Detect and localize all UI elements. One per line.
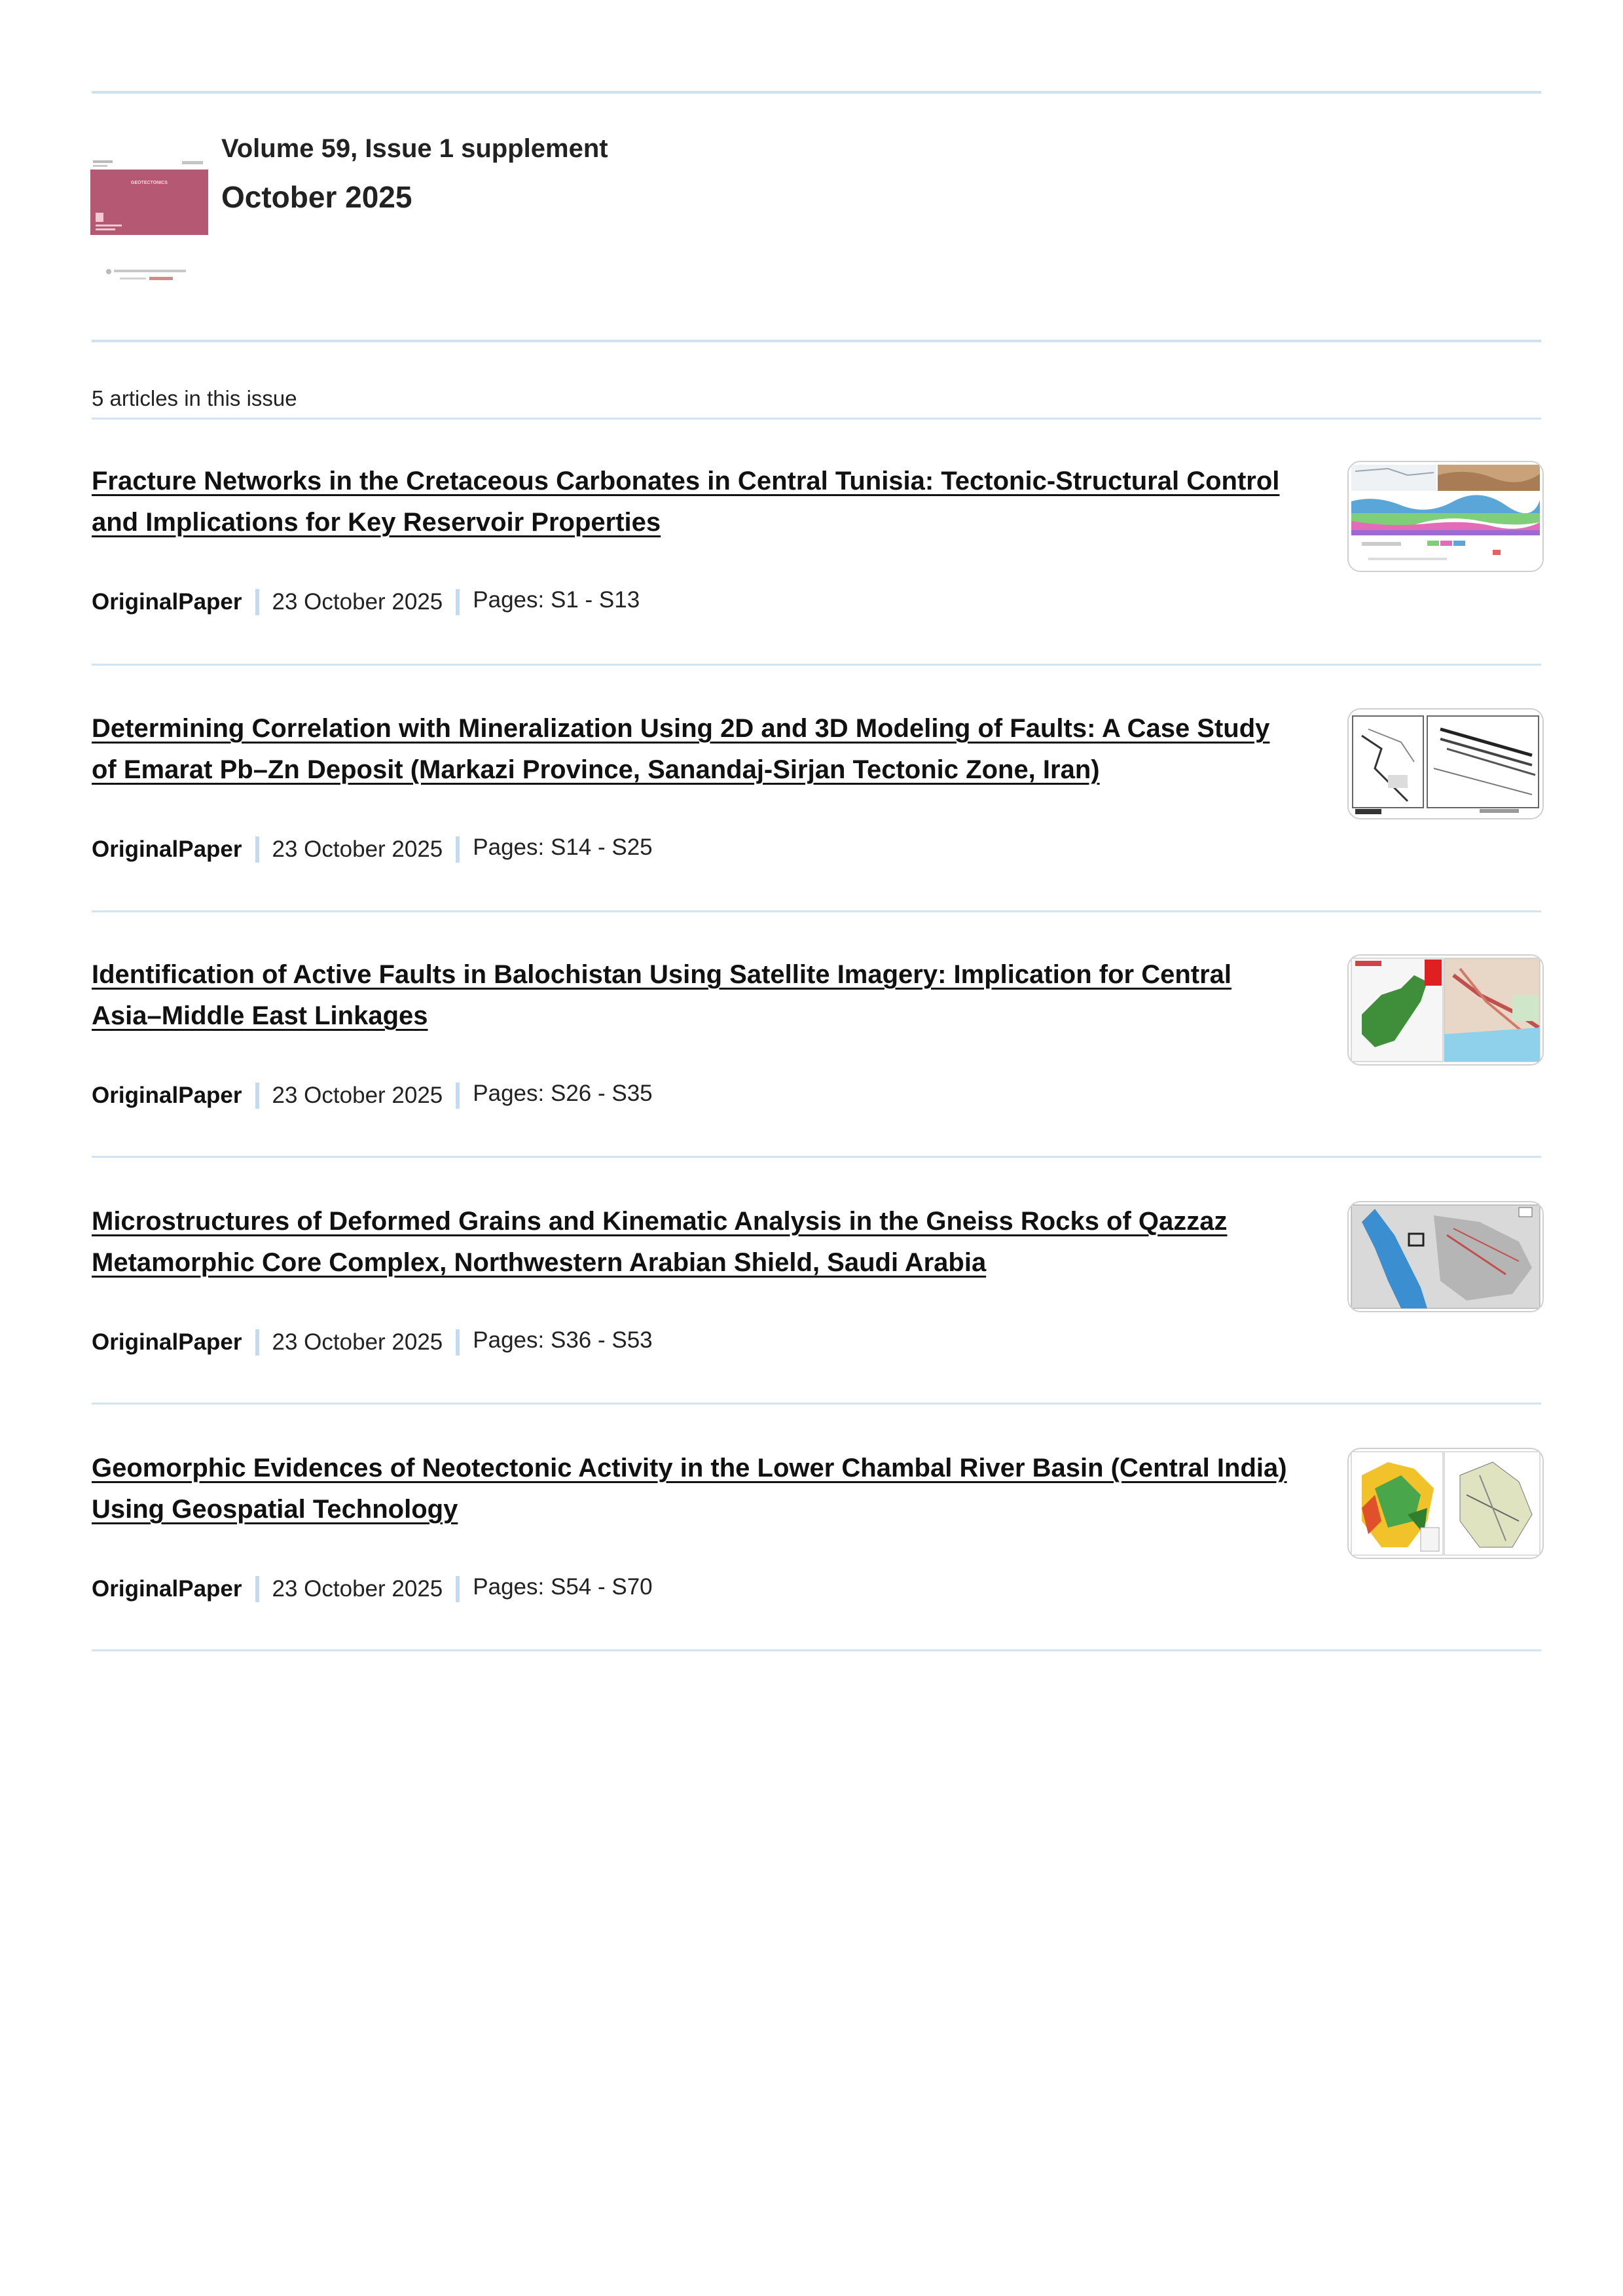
article-date: 23 October 2025 [272, 589, 443, 615]
pages-label: Pages: [473, 834, 545, 860]
article-divider [92, 1156, 1541, 1158]
article-meta [92, 1575, 653, 1604]
article-pages: S1 - S13 [550, 587, 640, 613]
meta-separator [456, 1576, 460, 1602]
meta-separator [255, 589, 259, 615]
article-divider [92, 910, 1541, 912]
article-type: OriginalPaper [92, 589, 242, 615]
article-type: OriginalPaper [92, 1576, 242, 1602]
pages-label: Pages: [473, 1327, 545, 1353]
meta-separator [456, 1083, 460, 1109]
article-date: 23 October 2025 [272, 1576, 443, 1602]
article-date: 23 October 2025 [272, 1083, 443, 1108]
article-count: 5 articles in this issue [92, 386, 297, 410]
basin-map-figure-icon[interactable] [1347, 1448, 1544, 1559]
article-meta [92, 1328, 653, 1357]
article-pages: S26 - S35 [550, 1081, 653, 1106]
meta-separator [255, 1576, 259, 1602]
article-date: 23 October 2025 [272, 836, 443, 862]
list-bottom-divider [92, 1649, 1541, 1651]
issue-volume-line: Volume 59, Issue 1 supplement [221, 134, 608, 163]
meta-separator [456, 589, 460, 615]
article-item [92, 1201, 1541, 1448]
article-date: 23 October 2025 [272, 1329, 443, 1355]
meta-separator [456, 836, 460, 863]
list-top-divider [92, 418, 1541, 420]
journal-cover-icon[interactable] [90, 159, 208, 290]
cover-title: GEOTECTONICS [131, 181, 168, 185]
article-type: OriginalPaper [92, 1329, 242, 1355]
article-meta [92, 588, 640, 617]
article-pages: S14 - S25 [550, 834, 653, 860]
article-meta [92, 835, 653, 864]
geologic-map-figure-icon[interactable] [1347, 708, 1544, 819]
article-title-link[interactable]: Geomorphic Evidences of Neotectonic Activity in the Lower Chambal River Basin (Central India) Using Geospatial Technology [92, 1454, 1287, 1524]
article-item [92, 461, 1541, 708]
pages-label: Pages: [473, 587, 545, 613]
meta-separator [255, 836, 259, 863]
issue-date-line: October 2025 [221, 180, 412, 214]
meta-separator [255, 1329, 259, 1355]
article-type: OriginalPaper [92, 836, 242, 862]
pages-label: Pages: [473, 1081, 545, 1106]
top-divider [92, 91, 1541, 94]
location-map-figure-icon[interactable] [1347, 954, 1544, 1066]
article-meta [92, 1081, 653, 1110]
article-title-link[interactable]: Identification of Active Faults in Balochistan Using Satellite Imagery: Implication for Central Asia–Middle East Linkages [92, 960, 1232, 1030]
article-item [92, 708, 1541, 956]
article-title-link[interactable]: Fracture Networks in the Cretaceous Carbonates in Central Tunisia: Tectonic-Structural Control and Implications for Key Reservoir Properties [92, 467, 1280, 537]
meta-separator [255, 1083, 259, 1109]
cross-section-figure-icon[interactable] [1347, 461, 1544, 572]
article-item [92, 954, 1541, 1202]
article-pages: S36 - S53 [550, 1327, 653, 1353]
pages-label: Pages: [473, 1574, 545, 1600]
regional-map-figure-icon[interactable] [1347, 1201, 1544, 1312]
article-divider [92, 664, 1541, 666]
article-type: OriginalPaper [92, 1083, 242, 1108]
article-title-link[interactable]: Microstructures of Deformed Grains and Kinematic Analysis in the Gneiss Rocks of Qazzaz Metamorphic Core Complex, Northwestern Arabian Shield, Saudi Arabia [92, 1207, 1228, 1277]
article-item [92, 1448, 1541, 1695]
article-pages: S54 - S70 [550, 1574, 653, 1600]
article-divider [92, 1403, 1541, 1405]
header-divider [92, 340, 1541, 342]
meta-separator [456, 1329, 460, 1355]
article-title-link[interactable]: Determining Correlation with Mineralization Using 2D and 3D Modeling of Faults: A Case Study of Emarat Pb–Zn Deposit (Markazi Province, Sanandaj-Sirjan Tectonic Zone, Iran) [92, 714, 1270, 784]
